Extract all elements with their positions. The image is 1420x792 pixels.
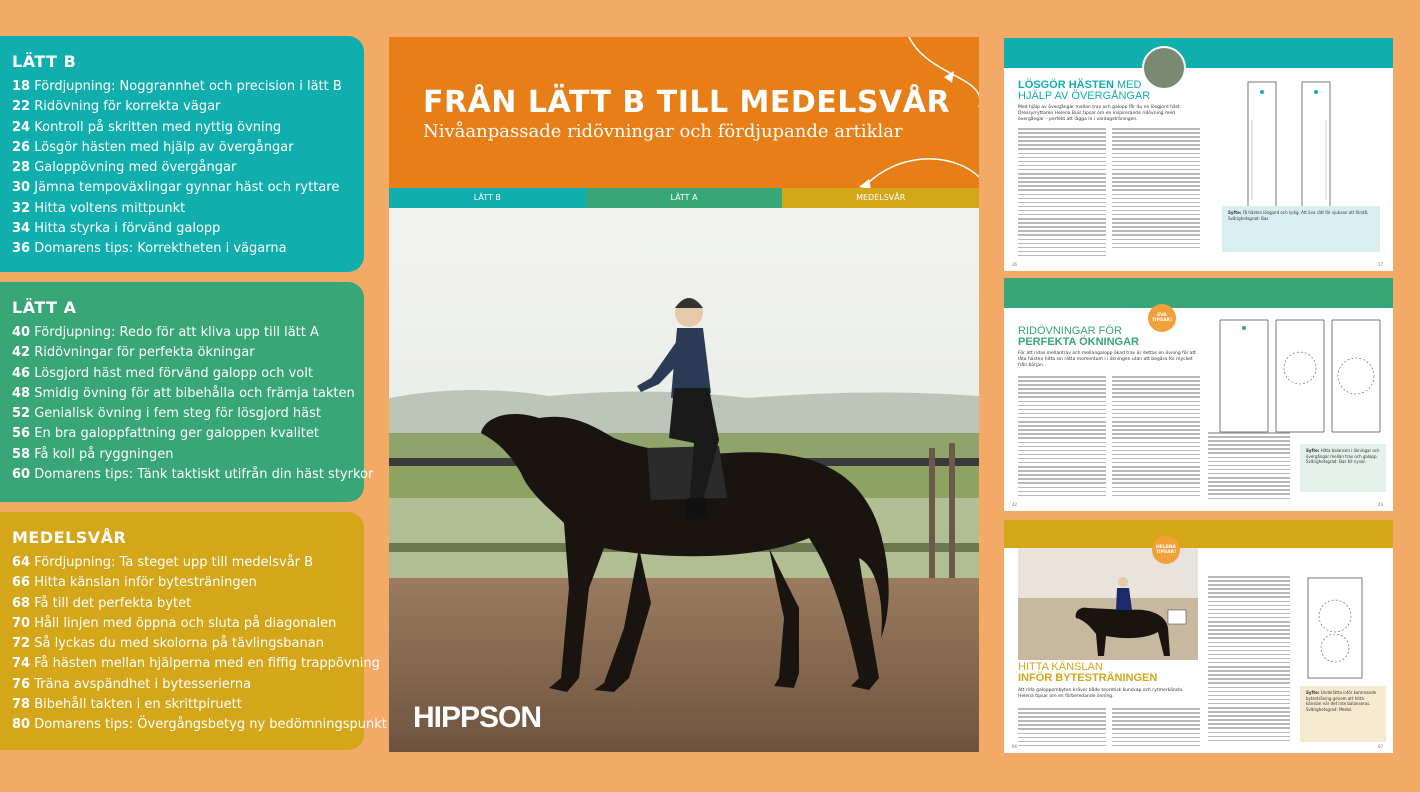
spread-photo-rider <box>1018 548 1198 660</box>
list-item: 58 Få koll på ryggningen <box>12 446 174 462</box>
publisher-logo: HIPPSON <box>413 701 542 734</box>
list-item: 52 Genialisk övning i fem steg för lösgjord häst <box>12 406 322 422</box>
section-latt-a <box>0 282 374 502</box>
section-heading: LÄTT A <box>12 298 77 317</box>
spread-hitta-kanslan <box>1004 520 1393 753</box>
cover-photo-horse-rider <box>389 208 979 752</box>
text-column <box>1018 128 1106 259</box>
cover-title: FRÅN LÄTT B TILL MEDELSVÅR <box>423 85 951 120</box>
section-latt-b <box>0 36 364 272</box>
spread-intro: För att ridas mellantrav och mellangalopp ökad trav är dettas en övning för att låta hästen hitta sin rätta momentum i i ökningen utan att begära för mycket från början. <box>1018 351 1197 368</box>
spread-intro: Att rida galoppombyten kräver både teoretisk kunskap och rytmerkänsla. Helena tipsar om en förberedande övning. <box>1018 688 1184 699</box>
list-item: 74 Få hästen mellan hjälperna med en fiffig trappövning <box>12 656 380 672</box>
tip-badge: EVA TIPSAR! <box>1148 304 1176 332</box>
spread-losgor-hasten <box>1004 38 1393 271</box>
list-item: 78 Bibehåll takten i en skrittpiruett <box>12 697 242 713</box>
list-item: 46 Lösgjord häst med förvänd galopp och volt <box>12 365 313 381</box>
list-item: 68 Få till det perfekta bytet <box>12 595 192 611</box>
list-item: 48 Smidig övning för att bibehålla och främja takten <box>12 385 355 401</box>
spread-title: RIDÖVNINGAR FÖR PERFEKTA ÖKNINGAR <box>1018 325 1139 348</box>
list-item: 66 Hitta känslan inför bytesträningen <box>12 575 257 591</box>
section-heading: MEDELSVÅR <box>12 528 127 547</box>
page-number: 27 <box>1378 262 1384 267</box>
section-list <box>12 323 374 485</box>
cover-subtitle: Nivåanpassade ridövningar och fördjupande artiklar <box>423 121 903 142</box>
spread-header-bar <box>1004 520 1393 548</box>
text-column <box>1112 376 1200 499</box>
info-box: Syfte: Hitta balansen i ökningar och övergångar mellan trav och galopp. Svårighetsgrad: Bas till nyval. <box>1300 444 1386 492</box>
spread-title: LÖSGÖR HÄSTEN MED HJÄLP AV ÖVERGÅNGAR <box>1018 79 1151 102</box>
list-item: 24 Kontroll på skritten med nyttig övning <box>12 119 282 135</box>
spread-header-bar <box>1004 38 1393 68</box>
list-item: 28 Galoppövning med övergångar <box>12 160 237 176</box>
arena-diagram <box>1306 576 1366 682</box>
spread-intro: Med hjälp av övergångar mellan trav och galopp får du en lösgjord häst. Dressyrryttaren Helena Buis tipsar om en inspirerande ridövning med övergångar – perfekt att lägga in i vardagsträningen. <box>1018 105 1182 122</box>
list-item: 76 Träna avspändhet i bytesserierna <box>12 676 252 692</box>
level-latt-a: LÄTT A <box>586 188 783 208</box>
page-number: 26 <box>1012 262 1018 267</box>
text-column <box>1208 576 1290 744</box>
list-item: 80 Domarens tips: Övergångsbetyg ny bedömningspunkt <box>12 717 387 733</box>
list-item: 18 Fördjupning: Noggrannhet och precision i lätt B <box>12 79 342 94</box>
spread-header-bar <box>1004 278 1393 308</box>
text-column <box>1112 708 1200 749</box>
section-list <box>12 553 387 736</box>
book-cover <box>389 37 979 752</box>
text-column <box>1018 376 1106 499</box>
section-list <box>12 77 352 260</box>
level-strip <box>389 188 979 208</box>
list-item: 26 Lösgör hästen med hjälp av övergångar <box>12 139 294 155</box>
page-number: 66 <box>1012 744 1018 749</box>
list-item: 72 Så lyckas du med skolorna på tävlingsbanan <box>12 636 324 652</box>
list-item: 60 Domarens tips: Tänk taktiskt utifrån din häst styrkor <box>12 467 374 483</box>
page-number: 67 <box>1378 744 1384 749</box>
text-column <box>1112 128 1200 251</box>
spread-perfekta-okningar <box>1004 278 1393 511</box>
section-medelsvar <box>0 512 387 750</box>
level-latt-b: LÄTT B <box>389 188 586 208</box>
list-item: 30 Jämna tempoväxlingar gynnar häst och ryttare <box>12 180 340 196</box>
info-box: Syfte: Få hästen lösgjord och lydig. Att öva rätt för sjukvan att förstå. Svårighetsgrad: Bas <box>1222 206 1380 252</box>
list-item: 22 Ridövning för korrekta vägar <box>12 99 221 115</box>
page-number: 43 <box>1378 502 1384 507</box>
list-item: 64 Fördjupning: Ta steget upp till medelsvår B <box>12 555 314 570</box>
list-item: 56 En bra galoppfattning ger galoppen kvalitet <box>12 426 320 442</box>
page-number: 42 <box>1012 502 1018 507</box>
list-item: 40 Fördjupning: Redo för att kliva upp till lätt A <box>12 325 319 340</box>
arena-diagram <box>1218 318 1388 438</box>
level-medelsvar: MEDELSVÅR <box>782 188 979 208</box>
section-heading: LÄTT B <box>12 52 77 71</box>
list-item: 70 Håll linjen med öppna och sluta på diagonalen <box>12 615 337 631</box>
list-item: 32 Hitta voltens mittpunkt <box>12 200 186 216</box>
list-item: 42 Ridövningar för perfekta ökningar <box>12 345 255 361</box>
list-item: 34 Hitta styrka i förvänd galopp <box>12 221 221 237</box>
spread-title: HITTA KÄNSLAN INFÖR BYTESTRÄNINGEN <box>1018 661 1158 684</box>
info-box: Syfte: Underlätta inför kommande bytesträning genom att hitta känslan när det inte balanseras. Svårighetsgrad: Medel. <box>1300 686 1386 742</box>
tip-badge: HELENA TIPSAR! <box>1152 536 1180 564</box>
text-column <box>1208 432 1290 502</box>
list-item: 36 Domarens tips: Korrektheten i vägarna <box>12 241 287 257</box>
text-column <box>1018 708 1106 749</box>
